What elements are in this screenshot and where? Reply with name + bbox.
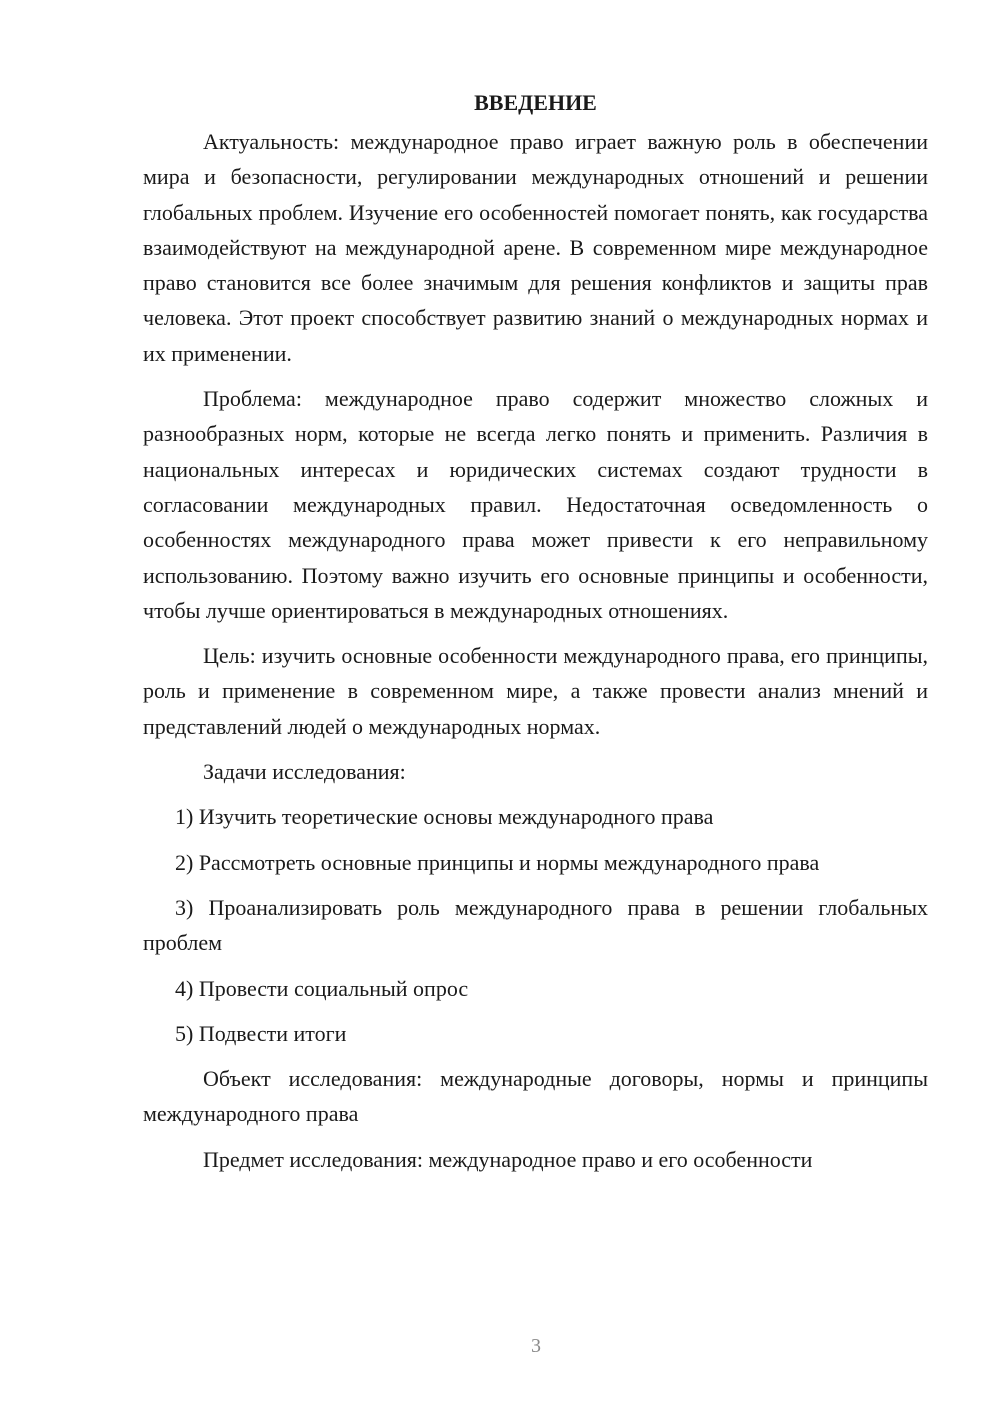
relevance-paragraph: Актуальность: международное право играет важную роль в обеспечении мира и безопасности, регулировании международных отношений и решении глобальных проблем. Изучение его особенностей помогает понять, как государства взаимодействуют на международной арене. В современном мире международное право становится все более значимым для решения конфликтов и защиты прав человека. Этот проект способствует развитию знаний о международных нормах и их применении. [143,129,928,366]
tasks-title: Задачи исследования: [203,759,406,785]
subject-paragraph: Предмет исследования: международное право и его особенности [203,1146,813,1172]
task-item-3: 3) Проанализировать роль международного права в решении глобальных проблем [143,894,928,956]
task-item-1: 1) Изучить теоретические основы международного права [175,804,714,830]
page-number: 3 [531,1335,541,1357]
section-heading: ВВЕДЕНИЕ [474,90,597,115]
task-item-5: 5) Подвести итоги [175,1020,347,1046]
object-paragraph: Объект исследования: международные договоры, нормы и принципы международного права [143,1066,928,1127]
problem-paragraph: Проблема: международное право содержит множество сложных и разнообразных норм, которые не всегда легко понять и применить. Различия в национальных интересах и юридических системах создают трудности в согласовании международных правил. Недостаточная осведомленность о особенностях международного права может привести к его неправильному использованию. Поэтому важно изучить его основные принципы и особенности, чтобы лучше ориентироваться в международных отношениях. [143,386,928,623]
task-item-4: 4) Провести социальный опрос [175,975,469,1001]
document-page [143,88,928,1187]
goal-paragraph: Цель: изучить основные особенности международного права, его принципы, роль и применение в современном мире, а также провести анализ мнений и представлений людей о международных нормах. [143,643,928,739]
task-item-2: 2) Рассмотреть основные принципы и нормы международного права [175,849,820,875]
